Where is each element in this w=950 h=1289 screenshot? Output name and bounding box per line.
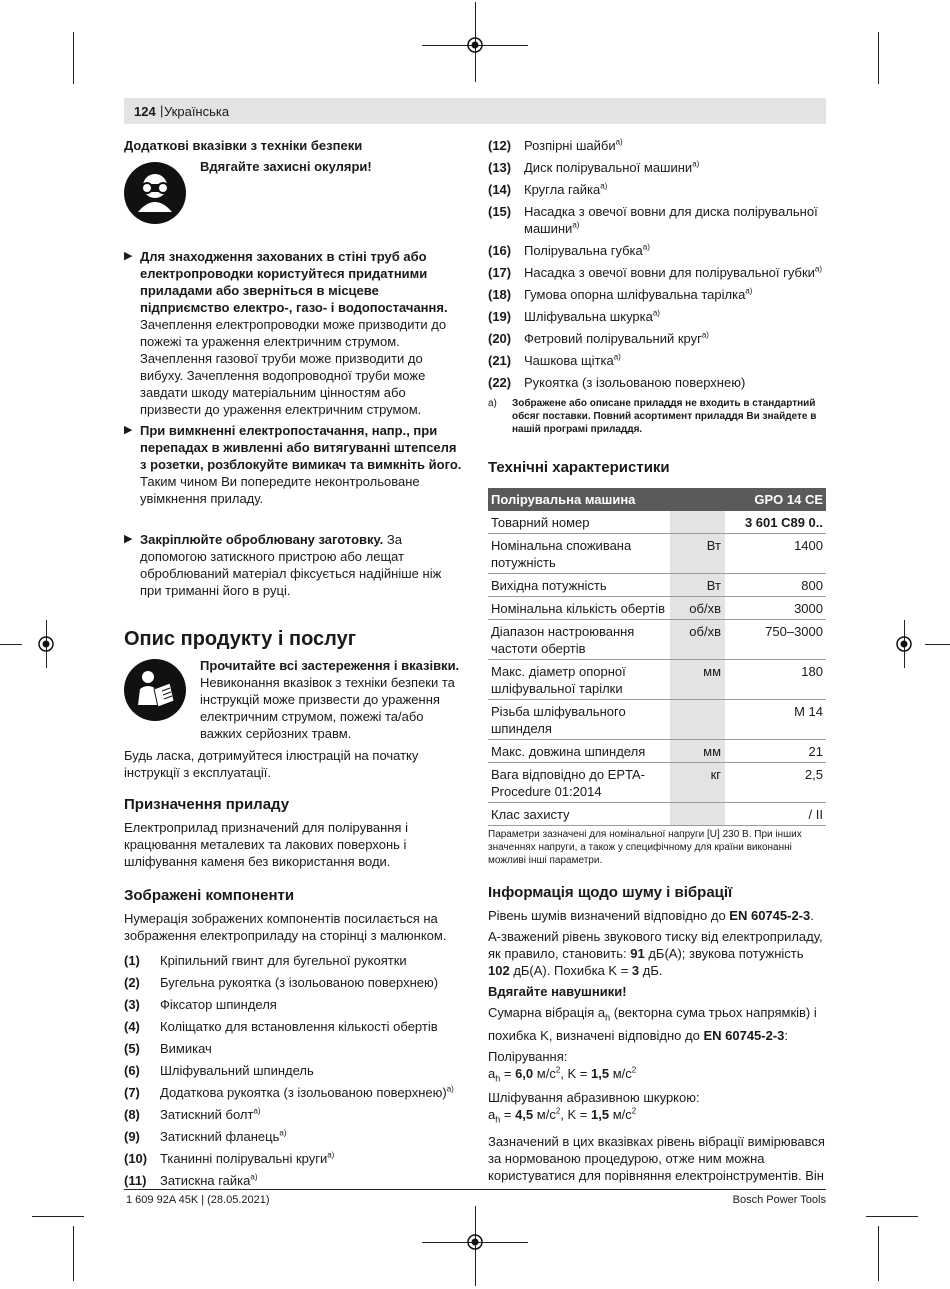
registration-mark-icon: [37, 635, 55, 653]
component-number: (3): [124, 997, 140, 1012]
component-item: [488, 330, 826, 347]
component-item: [488, 308, 826, 325]
component-label: Вимикач: [160, 1041, 212, 1056]
component-item: [488, 374, 826, 391]
component-number: (4): [124, 1019, 140, 1034]
table-row: [488, 534, 826, 574]
component-number: (5): [124, 1041, 140, 1056]
glasses-label: Вдягайте захисні окуляри!: [200, 159, 372, 174]
component-item: [488, 159, 826, 176]
noise-standard: Рівень шумів визначений відповідно до EN 60745-2-3.: [488, 908, 814, 923]
footnote-ref: a): [701, 330, 709, 340]
page-header: [124, 98, 826, 124]
components-list: [124, 952, 462, 1189]
safety-item-text: Зачеплення електропроводки може призводити до пожежі та ураження електричним струмом. Зачеплення газової труби може призводити до вибуху. Зачеплення водопроводної труби може завдати шкоду матеріальним цінностям або призвести до ураження електричним струмом.: [140, 317, 447, 417]
spec-name: Вихідна потужність: [488, 574, 670, 597]
read-bold: Прочитайте всі застереження і вказівки.: [200, 658, 460, 673]
components-list-continued: [488, 137, 826, 391]
component-number: (1): [124, 953, 140, 968]
component-item: [124, 1172, 462, 1189]
spec-val: 1400: [725, 534, 826, 574]
component-item: [124, 1062, 462, 1079]
component-item: [124, 996, 462, 1013]
spec-name: Макс. довжина шпинделя: [488, 740, 670, 763]
spec-name: Вага відповідно до EPTA-Procedure 01:2014: [488, 763, 670, 803]
component-item: [488, 352, 826, 369]
right-column: [488, 137, 826, 1184]
spec-unit: [670, 700, 725, 740]
footnote-text: Зображене або описане приладдя не входить в стандартний обсяг поставки. Повний асортимент приладдя Ви знайдете в нашій програмі приладдя.: [512, 398, 817, 435]
spec-unit: об/хв: [670, 597, 725, 620]
component-label: Шліфувальна шкурка$^{a)}$: [524, 308, 660, 324]
component-label: Насадка з овечої вовни для полірувальної губки$^{a)}$: [524, 264, 823, 280]
safety-item-bold: Закріплюйте оброблювану заготовку.: [140, 532, 384, 547]
spec-unit: Вт: [670, 574, 725, 597]
component-number: (9): [124, 1129, 140, 1144]
component-number: (6): [124, 1063, 140, 1078]
component-label: Кругла гайка$^{a)}$: [524, 181, 608, 197]
spec-name: Діапазон настроювання частоти обертів: [488, 620, 670, 660]
table-row: [488, 511, 826, 534]
read-manual-icon: [124, 659, 186, 721]
component-number: (20): [488, 331, 512, 346]
crop-mark: [73, 32, 74, 84]
component-label: Гумова опорна шліфувальна тарілка$^{a)}$: [524, 286, 753, 302]
language-label: Українська: [164, 104, 230, 119]
noise-title: Інформація щодо шуму і вібрації: [488, 884, 733, 901]
footer-doc-number: 1 609 92A 45K | (28.05.2021): [126, 1194, 270, 1206]
component-number: (13): [488, 160, 512, 175]
crop-mark: [866, 1216, 918, 1217]
table-row: [488, 597, 826, 620]
spec-name: Клас захисту: [488, 803, 670, 826]
component-number: (18): [488, 287, 512, 302]
bullet-arrow-icon: ▶: [124, 424, 133, 436]
component-number: (8): [124, 1107, 140, 1122]
crop-mark: [925, 644, 950, 645]
read-text: Невиконання вказівок з техніки безпеки та інструкцій може призвести до ураження електричним струмом, пожежі та/або важких серйозних травм.: [200, 675, 455, 741]
component-label: Фіксатор шпинделя: [160, 997, 277, 1012]
footnote-ref: a): [814, 264, 823, 274]
component-item: [488, 203, 826, 237]
table-row: [488, 763, 826, 803]
components-intro: Нумерація зображених компонентів посилається на зображення електроприладу на сторінці з малюнком.: [124, 911, 447, 943]
components-footnote: [488, 397, 826, 436]
footnote-ref: a): [253, 1106, 261, 1116]
spec-val: / II: [725, 803, 826, 826]
crop-mark: [32, 1216, 84, 1217]
component-item: [124, 974, 462, 991]
crop-mark: [0, 644, 22, 645]
components-title: Зображені компоненти: [124, 887, 295, 904]
component-item: [488, 181, 826, 198]
safety-item: [124, 422, 462, 507]
read-instructions-notice: [124, 657, 462, 745]
table-row: [488, 660, 826, 700]
component-item: [124, 952, 462, 969]
footnote-ref: a): [250, 1172, 258, 1182]
component-item: [124, 1106, 462, 1123]
registration-mark-icon: [466, 36, 484, 54]
tech-note: Параметри зазначені для номінальної напруги [U] 230 В. При інших значеннях напруги, а також у специфічному для країни виконанні можливі інші параметри.: [488, 829, 802, 866]
component-label: Додаткова рукоятка (з ізольованою поверхнею)$^{a)}$: [160, 1084, 454, 1100]
component-item: [488, 286, 826, 303]
spec-unit: мм: [670, 660, 725, 700]
component-number: (15): [488, 204, 512, 219]
bullet-arrow-icon: ▶: [124, 533, 133, 545]
safety-item-bold: Для знаходження захованих в стіні труб або електропроводки користуйтеся придатними приладами або зверніться в місцеве підприємство електро-, газо- і водопостачання.: [140, 249, 448, 315]
component-label: Шліфувальний шпиндель: [160, 1063, 314, 1078]
bullet-arrow-icon: ▶: [124, 250, 133, 262]
component-item: [124, 1150, 462, 1167]
table-row: [488, 803, 826, 826]
table-row: [488, 620, 826, 660]
spec-val: 2,5: [725, 763, 826, 803]
spec-unit: [670, 511, 725, 534]
component-number: (12): [488, 138, 512, 153]
spec-val: 180: [725, 660, 826, 700]
footnote-ref: a): [327, 1150, 335, 1160]
vibration-note: Зазначений в цих вказівках рівень вібрації вимірювався за нормованою процедурою, отже ним можна користуватися для порівняння електроінструментів. Він: [488, 1133, 825, 1183]
crop-mark: [878, 1226, 879, 1281]
component-label: Чашкова щітка$^{a)}$: [524, 352, 621, 368]
component-label: Коліщатко для встановлення кількості обертів: [160, 1019, 438, 1034]
spec-val: 750–3000: [725, 620, 826, 660]
spec-val: 3000: [725, 597, 826, 620]
component-item: [488, 137, 826, 154]
component-number: (7): [124, 1085, 140, 1100]
spec-val: 21: [725, 740, 826, 763]
component-item: [124, 1084, 462, 1101]
table-row: [488, 574, 826, 597]
component-number: (22): [488, 375, 512, 390]
polishing-label: Полірування:: [488, 1048, 568, 1064]
footnote-ref: a): [642, 242, 650, 252]
spec-unit: Вт: [670, 534, 725, 574]
illustration-note: Будь ласка, дотримуйтеся ілюстрацій на початку інструкції з експлуатації.: [124, 748, 419, 780]
component-item: [488, 242, 826, 259]
footer-brand: Bosch Power Tools: [732, 1194, 826, 1206]
spec-name: Товарний номер: [488, 511, 670, 534]
component-number: (10): [124, 1151, 148, 1166]
spec-val: M 14: [725, 700, 826, 740]
component-item: [124, 1018, 462, 1035]
tech-title: Технічні характеристики: [488, 459, 670, 476]
spec-name: Різьба шліфувального шпинделя: [488, 700, 670, 740]
spec-unit: кг: [670, 763, 725, 803]
ear-protection: Вдягайте навушники!: [488, 984, 627, 999]
footnote-ref: a): [600, 181, 608, 191]
component-number: (21): [488, 353, 512, 368]
table-row: [488, 700, 826, 740]
safety-glasses-icon: [124, 162, 186, 224]
registration-mark-icon: [895, 635, 913, 653]
vibration-intro: Сумарна вібрація $a_h$ (векторна сума трьох напрямків) і похибка K, визначені відповідно до EN 60745-2-3:: [488, 1005, 817, 1043]
component-number: (14): [488, 182, 512, 197]
component-number: (11): [124, 1173, 147, 1188]
component-number: (16): [488, 243, 512, 258]
product-section-title: Опис продукту і послуг: [124, 628, 357, 650]
component-label: Бугельна рукоятка (з ізольованою поверхнею): [160, 975, 439, 990]
component-label: Затискний болт$^{a)}$: [160, 1106, 261, 1122]
spec-unit: об/хв: [670, 620, 725, 660]
component-label: Фетровий полірувальний круг$^{a)}$: [524, 330, 709, 346]
footnote-ref: a): [446, 1084, 454, 1094]
page-number: 124: [134, 104, 156, 119]
component-label: Насадка з овечої вовни для диска полірувальної машини$^{a)}$: [524, 204, 818, 236]
footnote-ref: a): [692, 159, 700, 169]
safety-item-text: Таким чином Ви попередите неконтрольоване увімкнення приладу.: [140, 474, 420, 506]
component-number: (17): [488, 265, 512, 280]
intended-use-text: Електроприлад призначений для полірування і крацювання металевих та лакових поверхонь і шліфування каменя без використання води.: [124, 820, 408, 869]
footnote-ref: a): [652, 308, 660, 318]
crop-mark: [73, 1226, 74, 1281]
component-number: (2): [124, 975, 140, 990]
noise-levels: А-зважений рівень звукового тиску від електроприладу, як правило, становить: 91 дБ(A); звукова потужність 102 дБ(A). Похибка K = 3 дБ.: [488, 929, 823, 978]
spec-unit: [670, 803, 725, 826]
separator: |: [160, 103, 164, 118]
component-label: Розпірні шайби$^{a)}$: [524, 137, 623, 153]
spec-name: Номінальна споживана потужність: [488, 534, 670, 574]
component-label: Рукоятка (з ізольованою поверхнею): [524, 375, 746, 390]
component-label: Затискна гайка$^{a)}$: [160, 1172, 258, 1188]
footnote-mark: a): [488, 398, 497, 409]
safety-item-bold: При вимкненні електропостачання, напр., при перепадах в живленні або витягуванні штепселя з розетки, розблокуйте вимикач та вимкніть його.: [140, 423, 462, 472]
component-item: [488, 264, 826, 281]
table-row: [488, 740, 826, 763]
component-label: Кріпильний гвинт для бугельної рукоятки: [160, 953, 407, 968]
grinding-values: $a_h = 4,5$ $м/с^2$, K = 1,5 $м/с^2$: [488, 1106, 637, 1125]
safety-item-text: За допомогою затискного пристрою або лещат оброблюваний матеріал фіксується надійніше ніж при триманні його в руці.: [140, 532, 442, 598]
registration-mark-icon: [466, 1233, 484, 1251]
footnote-ref: a): [572, 220, 580, 230]
table-header-model: GPO 14 CE: [725, 488, 826, 511]
grinding-label: Шліфування абразивною шкуркою:: [488, 1090, 700, 1106]
component-number: (19): [488, 309, 512, 324]
footnote-ref: a): [613, 352, 621, 362]
spec-val: 800: [725, 574, 826, 597]
tech-spec-table: [488, 488, 826, 826]
footnote-ref: a): [745, 286, 753, 296]
footnote-ref: a): [615, 137, 623, 147]
spec-name: Макс. діаметр опорної шліфувальної тарілки: [488, 660, 670, 700]
spec-name: Номінальна кількість обертів: [488, 597, 670, 620]
left-column: [124, 137, 462, 1194]
footnote-ref: a): [279, 1128, 287, 1138]
table-header-name: Полірувальна машина: [488, 488, 725, 511]
component-label: Диск полірувальної машини$^{a)}$: [524, 159, 700, 175]
footer-divider: [124, 1189, 826, 1190]
spec-unit: мм: [670, 740, 725, 763]
safety-title: Додаткові вказівки з техніки безпеки: [124, 138, 363, 153]
component-item: [124, 1128, 462, 1145]
intended-use-title: Призначення приладу: [124, 796, 290, 813]
component-label: Полірувальна губка$^{a)}$: [524, 242, 650, 258]
safety-item: [124, 248, 462, 418]
spec-val: 3 601 C89 0..: [725, 511, 826, 534]
component-label: Затискний фланець$^{a)}$: [160, 1128, 287, 1144]
polishing-values: $a_h = 6,0$ $м/с^2$, K = 1,5 $м/с^2$: [488, 1065, 637, 1084]
safety-item: [124, 531, 462, 599]
component-label: Тканинні полірувальні круги$^{a)}$: [160, 1150, 335, 1166]
glasses-notice: [124, 158, 462, 226]
component-item: [124, 1040, 462, 1057]
crop-mark: [878, 32, 879, 84]
